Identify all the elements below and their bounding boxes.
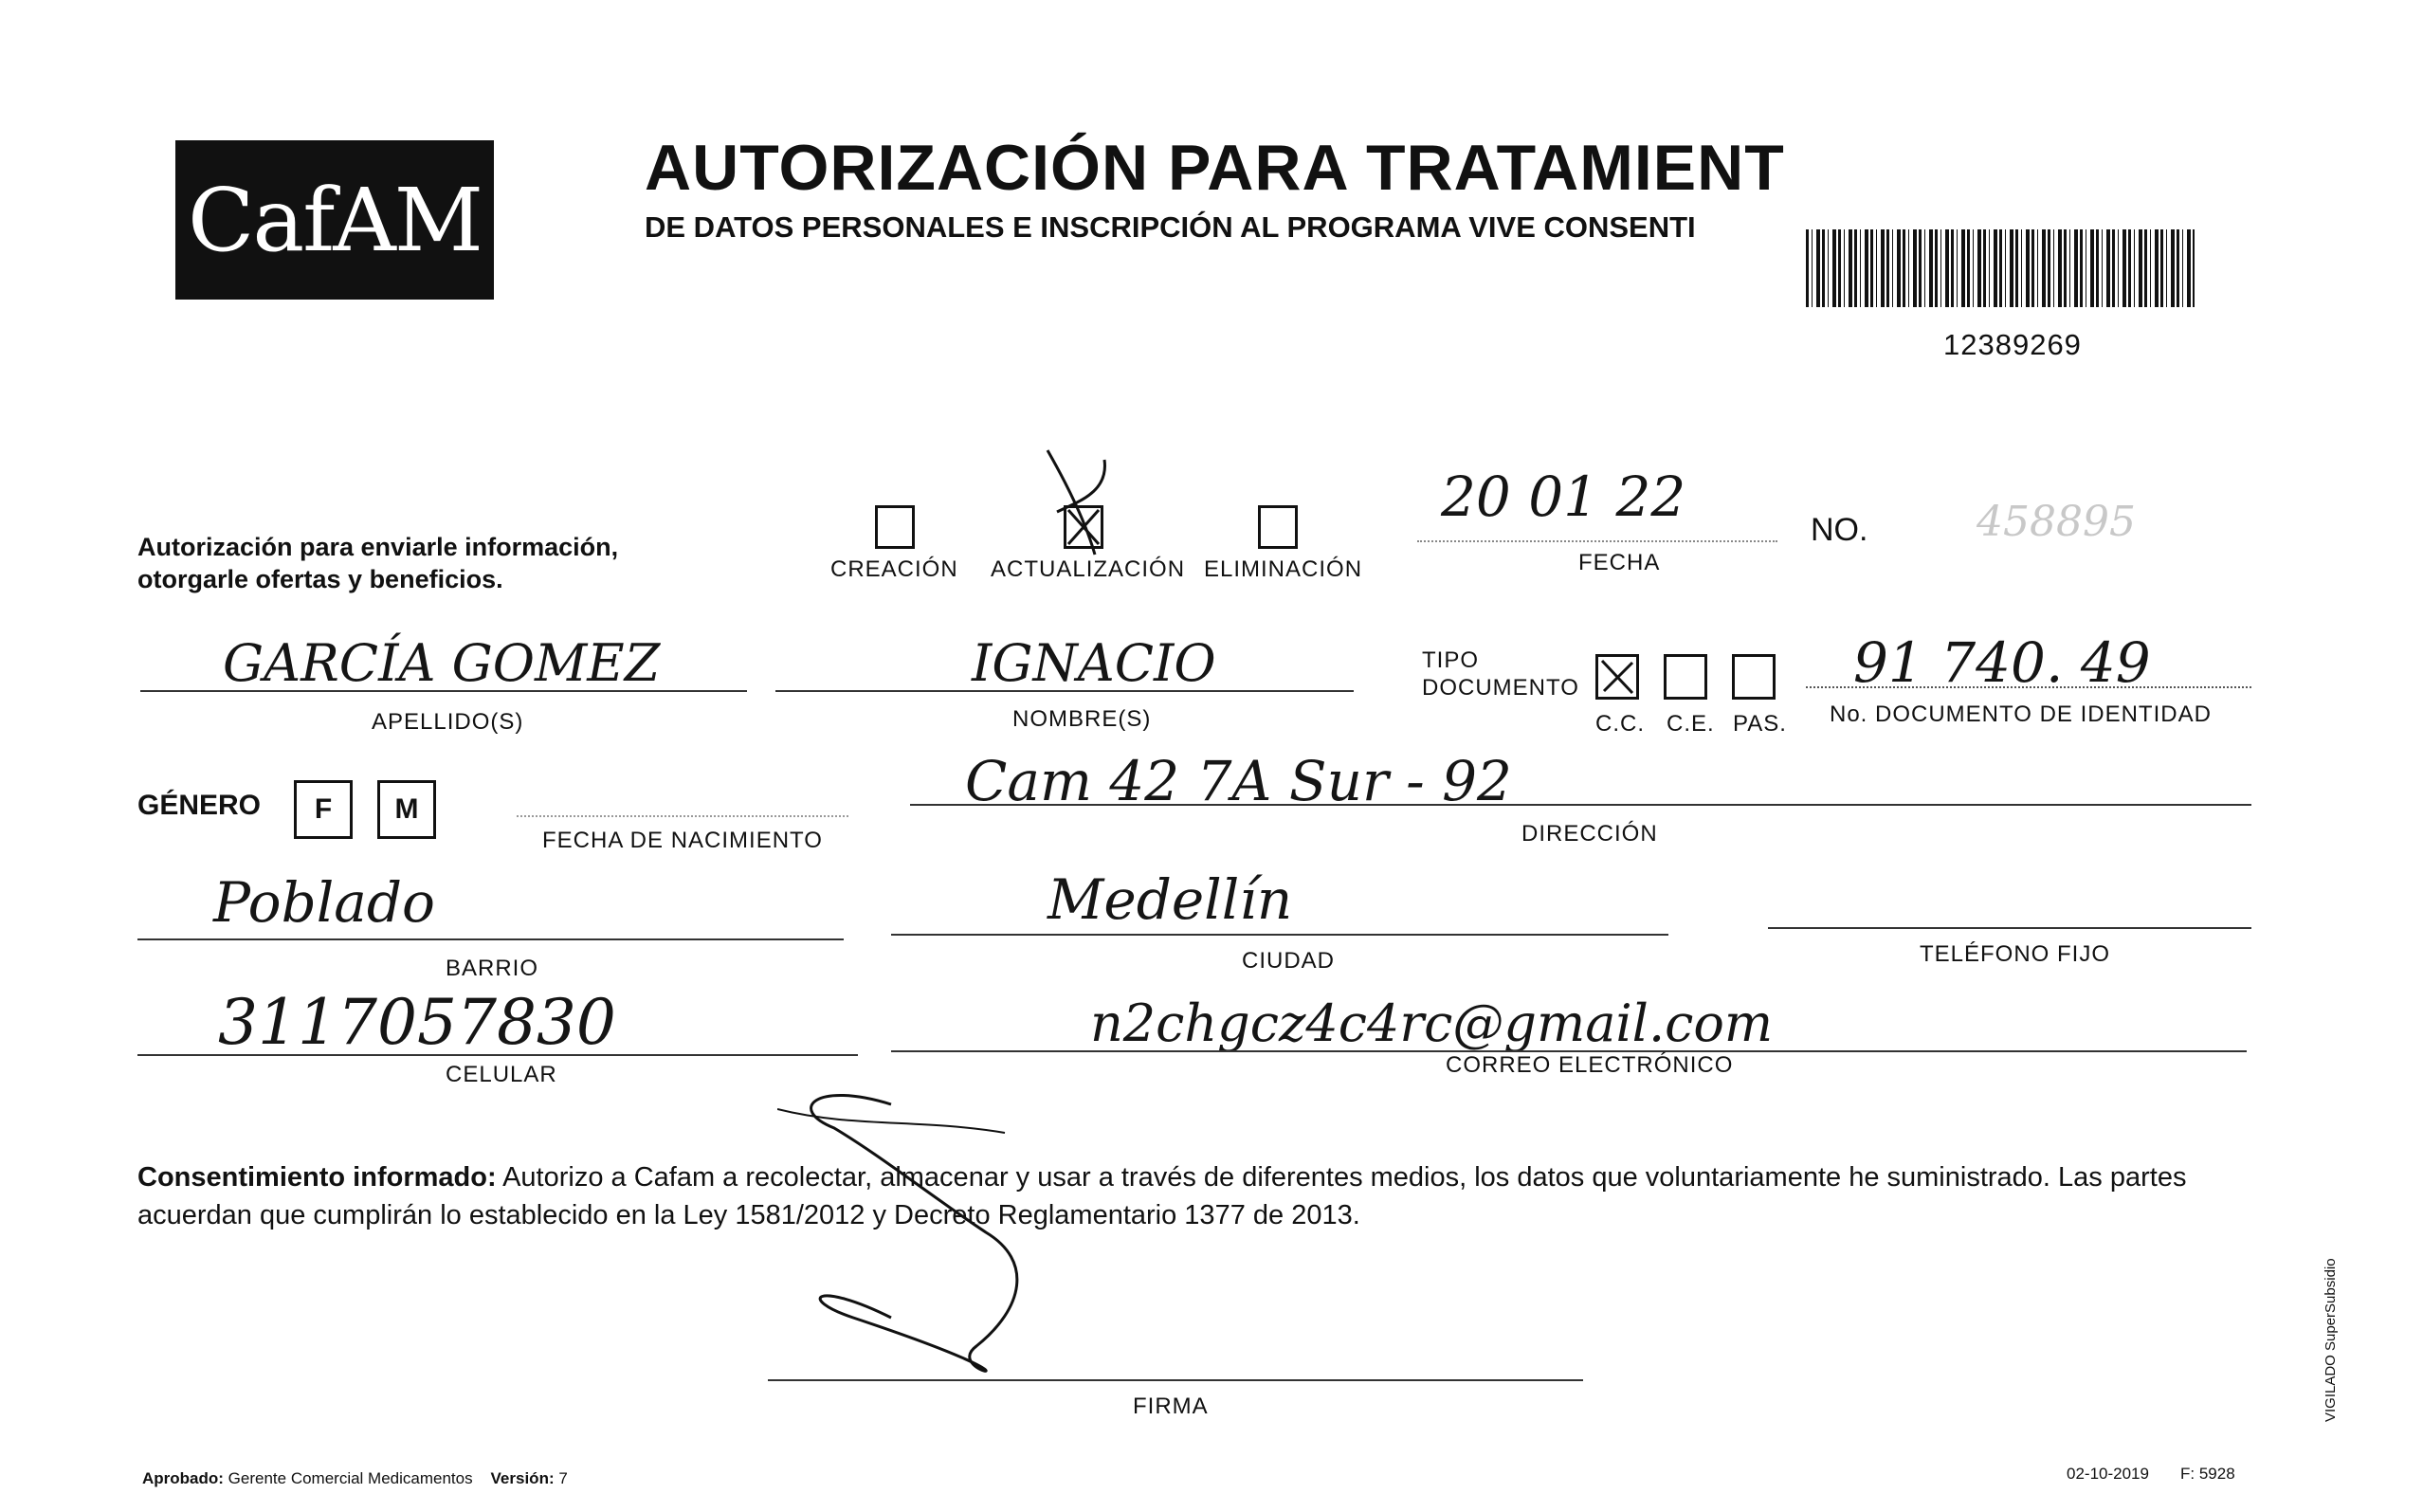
ce-checkbox[interactable] xyxy=(1664,654,1707,700)
actualizacion-label: ACTUALIZACIÓN xyxy=(991,556,1186,582)
version-label: Versión: xyxy=(490,1469,555,1487)
eliminacion-checkbox[interactable] xyxy=(1258,505,1298,549)
correo-value: n2chgcz4c4rc@gmail.com xyxy=(1090,993,1774,1053)
tipo-documento-label-2: DOCUMENTO xyxy=(1422,675,1579,701)
no-value: 458895 xyxy=(1977,498,2136,546)
telefono-line xyxy=(1768,927,2251,929)
celular-label: CELULAR xyxy=(446,1062,557,1087)
barcode xyxy=(1806,229,2195,307)
fecha-value: 20 01 22 xyxy=(1441,465,1686,529)
consent-heading: Consentimiento informado: xyxy=(137,1162,497,1193)
apellidos-line xyxy=(140,690,747,692)
nombres-label: NOMBRE(S) xyxy=(1012,706,1152,732)
pas-checkbox[interactable] xyxy=(1732,654,1776,700)
cross-mark-icon xyxy=(1598,657,1636,697)
genero-m-checkbox[interactable]: M xyxy=(377,780,436,839)
documento-value: 91 740. 49 xyxy=(1853,630,2151,695)
celular-line xyxy=(137,1054,858,1056)
ce-label: C.E. xyxy=(1667,711,1715,737)
nombres-line xyxy=(775,690,1354,692)
consent-text: Autorizo a Cafam a recolectar, almacenar y usar a través de diferentes medios, los datos que voluntariamente he suministrado. Las partes acuerdan que cumplirán lo establecido en la Ley 1581/2012 y Decreto Reglamentario 1377 de 2013. xyxy=(137,1162,2187,1230)
fecha-line xyxy=(1417,540,1777,542)
genero-f-checkbox[interactable]: F xyxy=(294,780,353,839)
barrio-value: Poblado xyxy=(213,870,435,935)
creacion-checkbox[interactable] xyxy=(875,505,915,549)
direccion-label: DIRECCIÓN xyxy=(1521,821,1658,847)
barrio-label: BARRIO xyxy=(446,956,539,981)
form-subtitle: DE DATOS PERSONALES E INSCRIPCIÓN AL PROGRAMA VIVE CONSENTI xyxy=(645,210,1696,244)
authorization-text xyxy=(137,531,618,595)
firma-line xyxy=(768,1379,1583,1381)
eliminacion-label: ELIMINACIÓN xyxy=(1204,556,1363,582)
cafam-logo: CafAM xyxy=(175,140,494,300)
fecha-nacimiento-line xyxy=(517,815,848,817)
telefono-label: TELÉFONO FIJO xyxy=(1920,941,2111,967)
tipo-documento-label-1: TIPO xyxy=(1422,647,1480,673)
approved-info xyxy=(142,1469,568,1488)
barcode-number: 12389269 xyxy=(1943,328,2082,361)
ciudad-value: Medellín xyxy=(1048,867,1293,932)
cc-label: C.C. xyxy=(1595,711,1645,737)
signature-scribble xyxy=(777,1090,1175,1412)
ciudad-line xyxy=(891,934,1668,936)
celular-value: 3117057830 xyxy=(218,986,616,1059)
fecha-nacimiento-label: FECHA DE NACIMIENTO xyxy=(542,828,823,853)
ciudad-label: CIUDAD xyxy=(1242,948,1336,974)
nombres-value: IGNACIO xyxy=(972,633,1216,693)
x-mark-icon xyxy=(1038,446,1123,559)
approved-label: Aprobado: xyxy=(142,1469,224,1487)
firma-label: FIRMA xyxy=(1133,1394,1209,1419)
consent-paragraph xyxy=(137,1158,2242,1234)
documento-line xyxy=(1806,686,2251,688)
authorization-text-line1: Autorización para enviarle información, xyxy=(137,533,619,561)
creacion-label: CREACIÓN xyxy=(830,556,958,582)
cc-checkbox[interactable] xyxy=(1595,654,1639,700)
version-value: 7 xyxy=(558,1469,568,1487)
barrio-line xyxy=(137,938,844,940)
no-label: NO. xyxy=(1811,512,1868,548)
approved-value: Gerente Comercial Medicamentos xyxy=(228,1469,473,1487)
vigilado-vertical-text: VIGILADO SuperSubsidio xyxy=(2323,1258,2339,1422)
pas-label: PAS. xyxy=(1733,711,1787,737)
fecha-label: FECHA xyxy=(1578,550,1661,575)
direccion-value: Cam 42 7A Sur - 92 xyxy=(965,749,1512,813)
apellidos-value: GARCÍA GOMEZ xyxy=(223,633,661,693)
correo-label: CORREO ELECTRÓNICO xyxy=(1446,1052,1734,1078)
footer-date: 02-10-2019 xyxy=(2067,1465,2149,1483)
genero-label: GÉNERO xyxy=(137,790,262,821)
apellidos-label: APELLIDO(S) xyxy=(372,709,524,735)
direccion-line xyxy=(910,804,2251,806)
authorization-text-line2: otorgarle ofertas y beneficios. xyxy=(137,565,503,593)
form-title: AUTORIZACIÓN PARA TRATAMIENT xyxy=(645,132,1785,204)
documento-label: No. DOCUMENTO DE IDENTIDAD xyxy=(1830,701,2212,727)
footer-form-code: F: 5928 xyxy=(2180,1465,2235,1483)
